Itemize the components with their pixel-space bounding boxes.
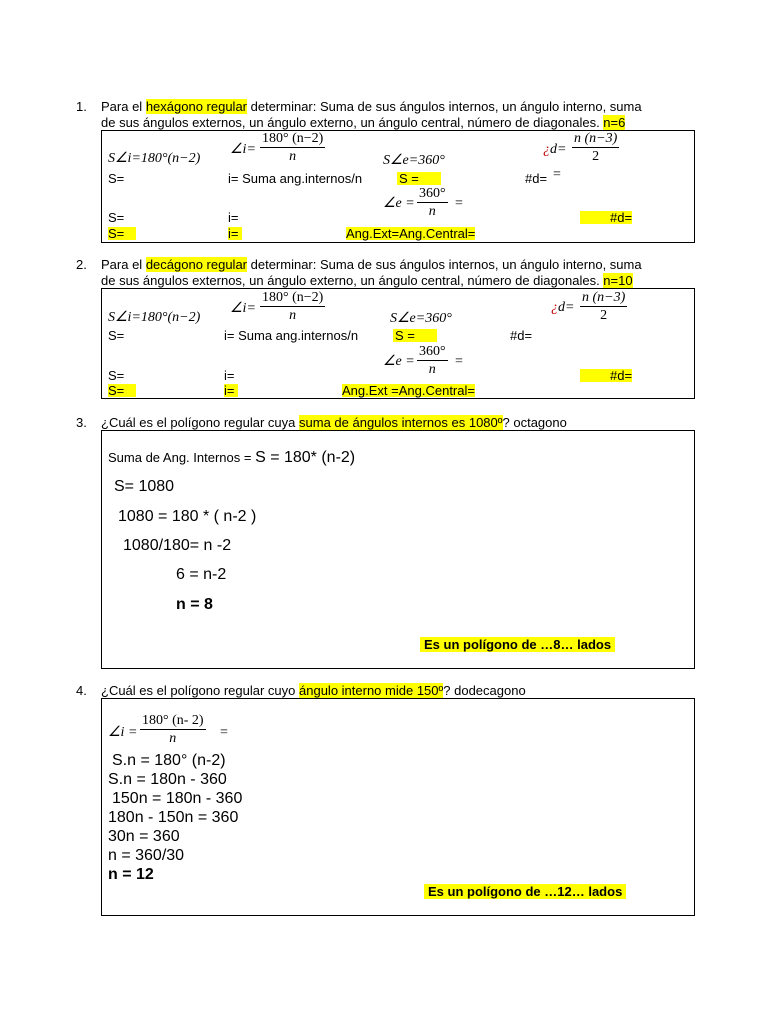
q2-formula-exterior-prefix: ∠e = [383,354,415,369]
q1-ext-denominator: n [428,204,436,219]
q1-r1-s-label: S= [108,171,125,186]
q1-formula-interior-prefix: ∠i= [230,142,256,157]
q1-r3-s-label: S= [108,227,136,240]
q2-ext-denominator: n [428,362,436,377]
q2-formula-interior-fraction [260,291,325,323]
q1-ext-numerator: 360° [419,186,446,201]
q2-diag-numerator: n (n−3) [582,290,626,305]
q2-r3-i-label: i= [224,384,238,397]
q2-formula-exterior-fraction [417,345,448,377]
q1-d-label: d= [550,142,567,157]
q4-line2: S.n = 180n - 360 [108,771,227,788]
q2-r1-i-label: i= Suma ang.internos/n [224,328,359,343]
q2-fraction-denominator: n [289,308,297,323]
q4-line5: 30n = 360 [108,828,180,845]
q1-r1-d-label: #d= [525,171,548,186]
q4-line3: 150n = 180n - 360 [112,790,243,807]
q4-question-post: ? dodecagono [443,683,526,698]
q2-formula-diagonals-prefix [551,301,574,315]
q1-number: 1. [76,99,87,114]
q2-ext-numerator: 360° [419,344,446,359]
q1-r1-i-label: i= Suma ang.internos/n [228,171,363,186]
q1-n-value: n=6 [603,115,626,130]
q2-intro-highlight: decágono regular [145,257,248,272]
q2-formula-interior-prefix: ∠i= [230,301,256,316]
q2-r1-s-label: S= [108,328,125,343]
q1-r1-d-equals: = [553,167,561,182]
q4-line6: n = 360/30 [108,847,185,864]
q2-r2-i-label: i= [224,368,235,383]
q1-fraction-denominator: n [289,149,297,164]
q1-r2-s-label: S= [108,210,125,225]
q3-line2: S= 1080 [114,478,175,495]
q2-r3-s-label: S= [108,384,136,397]
q3-line5: 6 = n-2 [176,566,227,583]
q2-number: 2. [76,257,87,272]
q3-line4: 1080/180= n -2 [123,537,232,554]
q3-line1 [108,450,355,466]
q2-line2-pre: de sus ángulos externos, un ángulo externo, un ángulo central, número de diagonales. [101,273,604,288]
q2-intro-post: determinar: Suma de sus ángulos internos, un ángulo interno, suma [247,257,642,272]
q1-diag-numerator: n (n−3) [574,131,618,146]
q2-inverted-question-mark: ¿ [551,300,558,315]
q4-formula-equals: = [220,725,228,740]
q3-line1-label: Suma de Ang. Internos = [108,450,256,465]
q3-question-post: ? octagono [502,415,567,430]
q2-fraction-numerator: 180° (n−2) [262,290,324,305]
q1-r3-ext-central: Ang.Ext=Ang.Central= [346,226,476,241]
q2-d-label: d= [558,300,575,315]
q3-line3: 1080 = 180 * ( n-2 ) [118,508,257,525]
q2-n-value: n=10 [603,273,633,288]
q1-diag-denominator: 2 [592,149,600,164]
q3-number: 3. [76,415,87,430]
q1-fraction-numerator: 180° (n−2) [262,131,324,146]
q2-diag-denominator: 2 [600,308,608,323]
q3-question-pre: ¿Cuál es el polígono regular cuya [101,415,300,430]
q1-r2-d-label: #d= [580,211,632,224]
q2-r1-se-label: S = [393,329,437,342]
q1-formula-interior-fraction [260,132,325,164]
q2-r2-s-label: S= [108,368,125,383]
q1-formula-exterior-sum: S∠e=360° [383,153,445,168]
q1-formula-exterior-fraction [417,187,448,219]
q4-line1: S.n = 180° (n-2) [112,752,226,769]
q1-intro-post: determinar: Suma de sus ángulos internos, un ángulo interno, suma [247,99,642,114]
q2-r1-d-label: #d= [510,328,533,343]
q1-formula-sum: S∠i=180°(n−2) [108,151,201,166]
q4-formula-prefix: ∠i = [108,725,138,740]
q4-question-highlight: ángulo interno mide 150º [299,683,444,698]
q3-question [101,416,567,429]
q2-formula-diagonals-fraction [580,291,627,323]
q1-line2-pre: de sus ángulos externos, un ángulo externo, un ángulo central, número de diagonales. [101,115,604,130]
q2-intro-pre: Para el [101,257,146,272]
q2-formula-sum: S∠i=180°(n−2) [108,310,201,325]
q4-answer-statement: Es un polígono de …12… lados [424,884,626,899]
q1-formula-diagonals-prefix [543,143,566,157]
q4-question-pre: ¿Cuál es el polígono regular cuyo [101,683,300,698]
q1-ext-equals: = [455,196,463,211]
q2-intro-line2 [101,274,633,287]
q2-intro-line1 [101,258,642,271]
q1-intro-pre: Para el [101,99,146,114]
q1-intro-highlight: hexágono regular [145,99,248,114]
q1-inverted-question-mark: ¿ [543,142,550,157]
q1-r2-i-label: i= [228,210,239,225]
q4-fraction-numerator: 180° (n- 2) [142,713,204,728]
q2-r2-d-label: #d= [580,369,632,382]
q4-question [101,684,526,697]
q4-line7-result: n = 12 [108,866,154,883]
q1-intro-line2 [101,116,625,129]
q1-r3-i-label: i= [228,227,242,240]
q1-formula-exterior-prefix: ∠e = [383,196,415,211]
q1-formula-diagonals-fraction [572,132,619,164]
q4-line4: 180n - 150n = 360 [108,809,239,826]
q4-number: 4. [76,683,87,698]
q3-line1-formula: S = 180* (n-2) [255,449,356,466]
q3-question-highlight: suma de ángulos internos es 1080º [299,415,503,430]
q2-formula-exterior-sum: S∠e=360° [390,311,452,326]
q1-r1-se-label: S = [397,172,441,185]
q4-formula-fraction [140,714,206,746]
q1-intro-line1 [101,100,642,113]
q2-ext-equals: = [455,354,463,369]
q2-r3-ext-central: Ang.Ext =Ang.Central= [342,383,475,398]
q3-answer-statement: Es un polígono de …8… lados [420,637,615,652]
q3-line6-result: n = 8 [176,596,213,613]
q4-fraction-denominator: n [169,731,177,746]
